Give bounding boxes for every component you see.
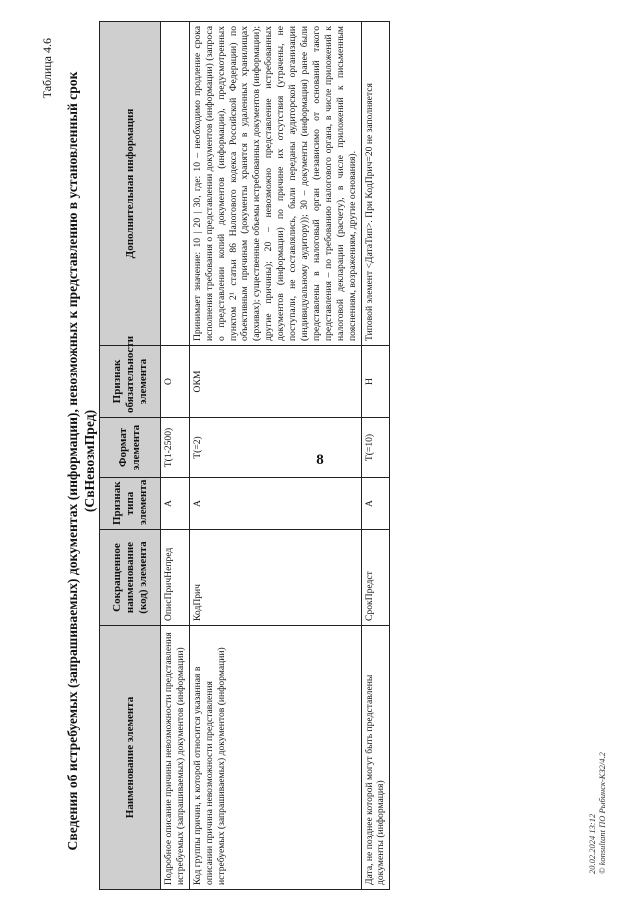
- cell-info: Принимает значение: 10 | 20 | 30, где: 10 – необходимо продление срока исполнения требования о представлении документов (информации) (запроса о представлении копий документов (информации), предусмотренных пунктом 2¹ статьи 86 Налогового кодекса Российской Федерации) по объективным причинам (документы хранятся в удаленных хранилищах (архивах); существенные объемы истребованных документов (информации); другие причины); 20 – невозможно представление истребованных документов (информации) по причине их отсутствия (утрачены, не поступали, не составлялись, были переданы аудиторской организации (индивидуальному аудитору)); 30 – документы (информация) ранее были представлены в налоговый орган (независимо от оснований такого представления – по требованию налогового органа, в числе приложений к налоговой декларации (расчету), в числе приложений к письменным пояснениям, возражениям, другие основания).: [189, 22, 361, 346]
- table-header-row: [100, 22, 161, 890]
- table-row: [361, 22, 390, 890]
- document-title: [64, 50, 98, 872]
- header-type: Признак типа элемента: [100, 478, 161, 530]
- cell-name: Код группы причин, к которой относится указанная в описании причина невозможности представления истребуемых (запрашиваемых) документов (информации): [189, 626, 361, 890]
- header-required: Признак обязательности элемента: [100, 346, 161, 418]
- cell-type: А: [189, 478, 361, 530]
- header-short: Сокращенное наименование (код) элемента: [100, 530, 161, 626]
- header-name: Наименование элемента: [100, 626, 161, 890]
- print-source: © konsultant ПО Рыбинск-КЗ2/4.2: [597, 752, 607, 874]
- cell-short: СрокПредст: [361, 530, 390, 626]
- table-row: [161, 22, 190, 890]
- header-info: Дополнительная информация: [100, 22, 161, 346]
- elements-table: [99, 21, 390, 890]
- cell-type: А: [361, 478, 390, 530]
- cell-info: Типовой элемент <ДатаТип>. При КодПрич=20 не заполняется: [361, 22, 390, 346]
- title-text: Сведения об истребуемых (запрашиваемых) документах (информации), невозможных к представлению в установленный срок: [65, 71, 80, 851]
- cell-required: Н: [361, 346, 390, 418]
- cell-info: [161, 22, 190, 346]
- cell-name: Дата, не позднее которой могут быть представлены документы (информация): [361, 626, 390, 890]
- table-label: Таблица 4.6: [40, 38, 54, 99]
- page-number: 8: [316, 452, 324, 468]
- cell-required: ОКМ: [189, 346, 361, 418]
- cell-name: Подробное описание причины невозможности представления истребуемых (запрашиваемых) документов (информации): [161, 626, 190, 890]
- print-footer: [587, 752, 607, 874]
- cell-format: T(1-2500): [161, 418, 190, 478]
- subtitle-text: (СвНевозмПред): [82, 409, 97, 513]
- table-row: [189, 22, 361, 890]
- cell-required: О: [161, 346, 190, 418]
- cell-format: T(=2): [189, 418, 361, 478]
- cell-short: КодПрич: [189, 530, 361, 626]
- header-format: Формат элемента: [100, 418, 161, 478]
- cell-short: ОписПричНепред: [161, 530, 190, 626]
- cell-format: T(=10): [361, 418, 390, 478]
- cell-type: А: [161, 478, 190, 530]
- print-date: 20.02.2024 13:12: [587, 813, 597, 874]
